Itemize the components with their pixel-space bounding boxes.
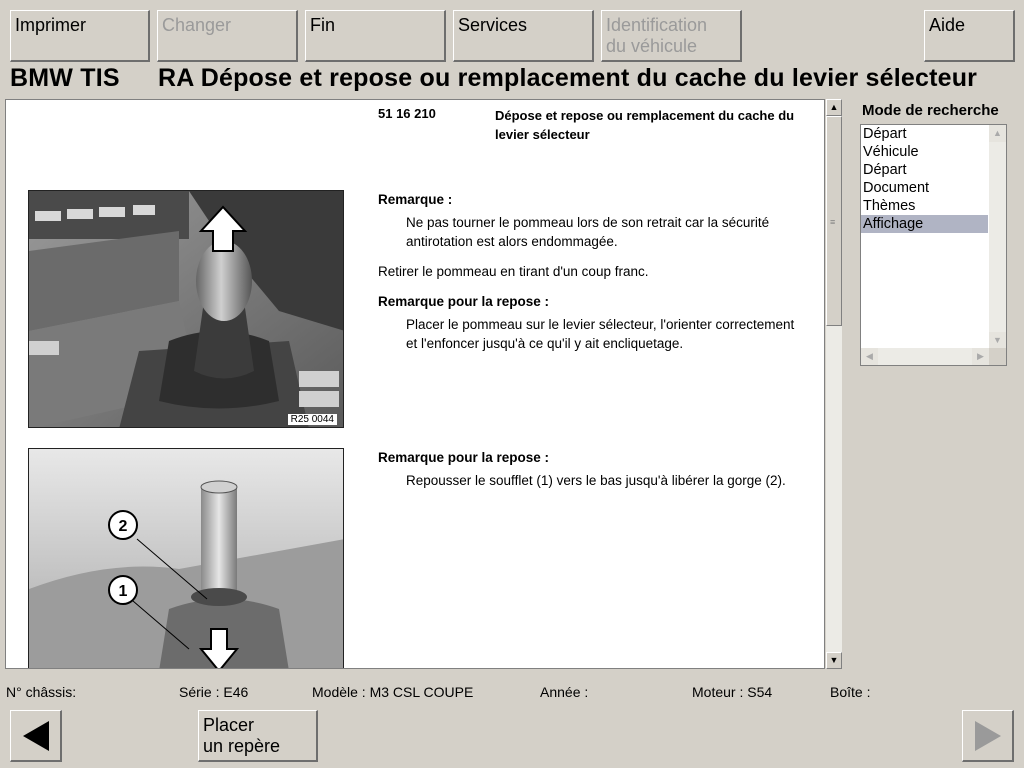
gaiter-illustration <box>29 449 344 669</box>
list-horizontal-scrollbar[interactable] <box>861 348 989 365</box>
scroll-up-arrow-icon[interactable]: ▲ <box>826 99 842 116</box>
services-label: Services <box>458 15 528 35</box>
refit-note-text-2: Repousser le soufflet (1) vers le bas jusqu'à libérer la gorge (2). <box>406 473 786 488</box>
right-arrow-icon <box>963 711 1013 761</box>
chassis-info: N° châssis: <box>6 684 77 700</box>
vehicle-identification-button[interactable] <box>601 10 742 62</box>
left-arrow-icon <box>11 711 61 761</box>
search-mode-list[interactable] <box>860 124 1007 366</box>
list-scroll-left-icon[interactable]: ◀ <box>861 348 878 365</box>
figure-gaiter <box>28 448 344 669</box>
document-scrollbar[interactable] <box>826 99 842 669</box>
gear-knob-illustration <box>29 191 344 428</box>
list-vertical-scrollbar[interactable] <box>989 125 1006 349</box>
list-scroll-down-icon[interactable]: ▼ <box>989 332 1006 349</box>
mode-item-themes[interactable]: Thèmes <box>863 198 916 214</box>
figure-label: R25 0044 <box>288 414 337 425</box>
gearbox-info: Boîte : <box>830 684 871 700</box>
note-text: Ne pas tourner le pommeau lors de son retrait car la sécurité antirotation est alors endommagée. <box>406 215 770 249</box>
figure-gear-knob-removal <box>28 190 344 428</box>
print-label: Imprimer <box>15 15 86 35</box>
scroll-down-arrow-icon[interactable]: ▼ <box>826 652 842 669</box>
change-button[interactable] <box>157 10 298 62</box>
back-button[interactable] <box>10 710 62 762</box>
place-marker-label-line1: Placer <box>203 715 255 735</box>
place-marker-label-line2: un repère <box>203 736 281 756</box>
note-heading: Remarque : <box>378 192 453 207</box>
place-marker-button[interactable] <box>198 710 318 762</box>
help-button[interactable] <box>924 10 1015 62</box>
change-label: Changer <box>162 15 232 35</box>
search-mode-label: Mode de recherche <box>862 102 999 119</box>
engine-info: Moteur : S54 <box>692 684 773 700</box>
instruction-block-2 <box>378 448 798 490</box>
callout-1: 1 <box>118 583 128 600</box>
mode-item-depart-2[interactable]: Départ <box>863 162 907 178</box>
series-info: Série : E46 <box>179 684 249 700</box>
forward-button[interactable] <box>962 710 1014 762</box>
model-info: Modèle : M3 CSL COUPE <box>312 684 474 700</box>
vehicle-identification-label-line1: Identification <box>606 15 708 35</box>
document-number: 51 16 210 <box>378 106 436 121</box>
mode-item-document[interactable]: Document <box>863 180 930 196</box>
mode-item-vehicule[interactable]: Véhicule <box>863 144 919 160</box>
document-heading: RA Dépose et repose ou remplacement du cache du levier sélecteur <box>158 64 978 92</box>
vehicle-identification-label-line2: du véhicule <box>606 36 698 56</box>
list-scroll-up-icon[interactable]: ▲ <box>989 125 1006 142</box>
document-viewer[interactable] <box>5 99 825 669</box>
scroll-corner <box>989 348 1006 365</box>
document-title: Dépose et repose ou remplacement du cache du levier sélecteur <box>495 108 795 142</box>
grip-icon: ≡ <box>830 217 836 227</box>
instruction-block-1 <box>378 190 798 353</box>
list-scroll-right-icon[interactable]: ▶ <box>972 348 989 365</box>
services-button[interactable] <box>453 10 594 62</box>
step-text: Retirer le pommeau en tirant d'un coup franc. <box>378 264 649 279</box>
mode-item-depart[interactable]: Départ <box>863 126 907 142</box>
year-info: Année : <box>540 684 589 700</box>
end-button[interactable] <box>305 10 446 62</box>
refit-note-heading-2: Remarque pour la repose : <box>378 450 550 465</box>
page-title <box>10 64 1024 94</box>
refit-note-text: Placer le pommeau sur le levier sélecteur, l'orienter correctement et l'enfoncer jusqu'à ce qu'il y ait encliquetage. <box>406 317 795 351</box>
end-label: Fin <box>310 15 336 35</box>
print-button[interactable] <box>10 10 150 62</box>
app-name: BMW TIS <box>10 64 120 92</box>
mode-item-affichage[interactable]: Affichage <box>861 215 988 233</box>
help-label: Aide <box>929 15 966 35</box>
refit-note-heading: Remarque pour la repose : <box>378 294 550 309</box>
callout-2: 2 <box>118 518 128 535</box>
